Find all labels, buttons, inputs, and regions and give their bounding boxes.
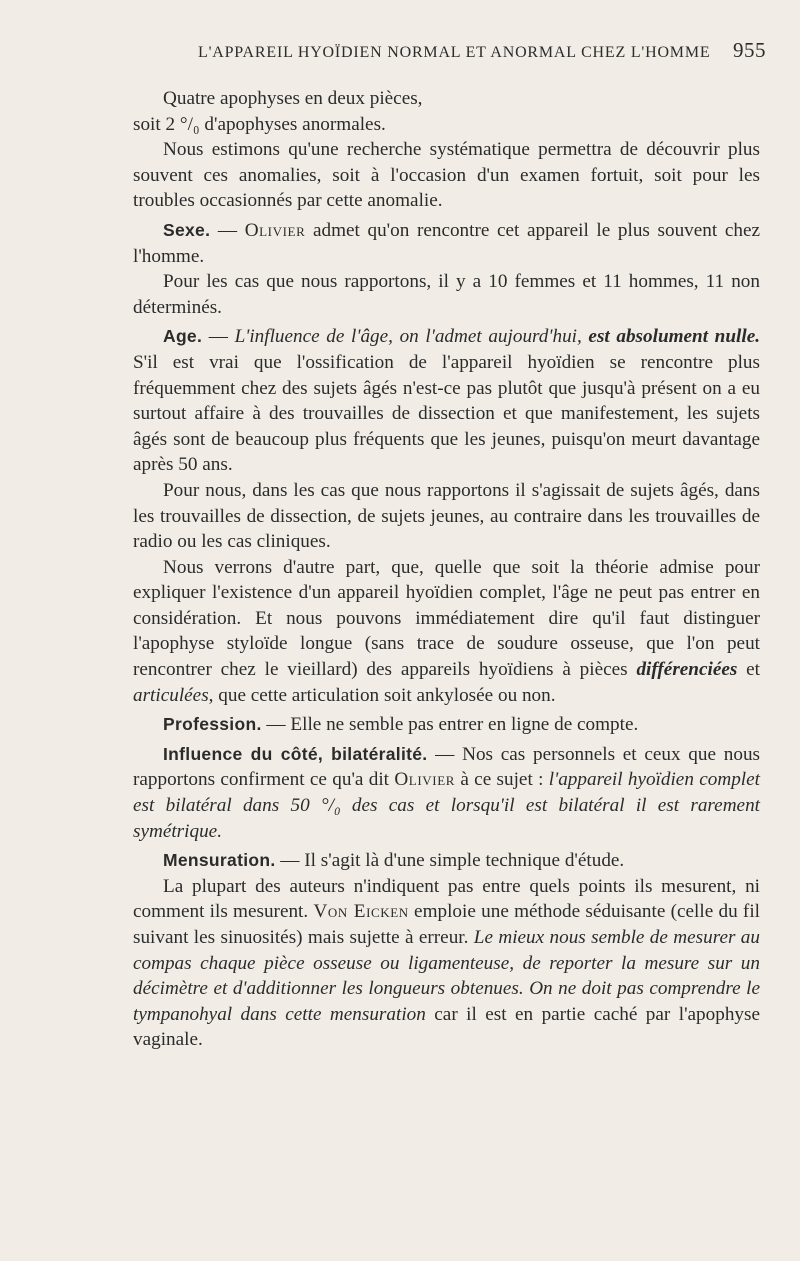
age-theory-text-3: , que cette articulation soit ankylosée ou non. xyxy=(208,684,556,706)
influence-text-2: à ce sujet : xyxy=(455,769,549,791)
dash: — xyxy=(275,850,305,872)
age-theory-text-2: et xyxy=(737,659,760,681)
influence-italic: l'appareil hyoïdien complet est bilatéral dans 50 °/₀ des cas et lorsqu'il est bilatéral il est rarement symétrique. xyxy=(133,769,760,842)
paragraph-age-theory xyxy=(133,555,760,709)
paragraph-sexe-counts: Pour les cas que nous rapportons, il y a 10 femmes et 11 hommes, 11 non déterminés. xyxy=(133,271,760,318)
heading-profession: Profession. xyxy=(163,714,262,735)
term-differenciees: différenciées xyxy=(636,659,738,681)
section-mensuration xyxy=(133,848,760,874)
paragraph-count-percent: soit 2 °/₀ d'apophyses anormales. xyxy=(133,113,386,135)
age-italic: L'influence de l'âge, on l'admet aujourd'hui, xyxy=(234,326,582,348)
author-von-eicken: Von Eicken xyxy=(313,901,409,923)
page-header xyxy=(198,38,766,63)
influence-text-1: Nos cas personnels et ceux que nous rapportons confirment ce qu'a dit xyxy=(133,743,760,791)
heading-mensuration: Mensuration. xyxy=(163,850,276,871)
heading-sexe: Sexe. xyxy=(163,219,211,240)
paragraph-mensuration-method xyxy=(133,874,760,1053)
term-articulees: articulées xyxy=(133,684,209,706)
paragraph-age-cases: Pour nous, dans les cas que nous rapportons il s'agissait de sujets âgés, dans les trouvailles de dissection, de sujets jeunes, au contraire dans les trouvailles de radio ou les cas cliniques. xyxy=(133,479,760,553)
dash: — xyxy=(427,743,463,765)
age-text: S'il est vrai que l'ossification de l'appareil hyoïdien se rencontre plus fréquemment chez des sujets âgés n'est-ce pas plutôt que jusqu'à présent on a eu surtout affaire à des trouvailles de dissection et que manifestement, les sujets âgés sont de beaucoup plus fréquents que les jeunes, puisqu'on meurt davantage après 50 ans. xyxy=(133,351,760,476)
heading-age: Age. xyxy=(163,326,203,347)
author-olivier: Olivier xyxy=(244,219,306,241)
running-title: L'APPAREIL HYOÏDIEN NORMAL ET ANORMAL CHEZ L'HOMME xyxy=(198,44,711,61)
heading-influence: Influence du côté, bilatéralité. xyxy=(163,743,428,764)
paragraph-systematic-search: Nous estimons qu'une recherche systématique permettra de découvrir plus souvent ces anomalies, soit à l'occasion d'un examen fortuit, soit pour les troubles occasionnés par cette anomalie. xyxy=(133,139,760,212)
section-influence xyxy=(133,742,760,844)
age-theory-text-1: Nous verrons d'autre part, que, quelle que soit la théorie admise pour expliquer l'existence d'un appareil hyoïdien complet, l'âge ne peut pas entrer en considération. Et nous pouvons immédiatement dire qu'il faut distinguer l'apophyse styloïde longue (sans trace de soudure osseuse, que l'on peut rencontrer chez le vieillard) des appareils hyoïdiens à pièces xyxy=(133,556,760,681)
mensuration-text-2: emploie une méthode séduisante (celle du fil suivant les sinuosités) mais sujette à erreur. xyxy=(133,901,760,948)
section-sexe xyxy=(133,218,760,269)
page-number: 955 xyxy=(733,38,766,62)
mensuration-text: Il s'agit là d'une simple technique d'étude. xyxy=(304,850,625,872)
author-olivier: Olivier xyxy=(394,769,455,791)
dash: — xyxy=(261,714,291,736)
paragraph-count-line: Quatre apophyses en deux pièces, xyxy=(163,88,423,109)
body-text xyxy=(133,86,760,1053)
profession-text: Elle ne semble pas entrer en ligne de compte. xyxy=(290,714,639,736)
dash: — xyxy=(202,326,235,348)
mensuration-text-1: La plupart des auteurs n'indiquent pas entre quels points ils mesurent, ni comment ils mesurent. xyxy=(133,875,760,923)
section-age xyxy=(133,324,760,478)
section-profession xyxy=(133,712,760,738)
dash: — xyxy=(210,219,245,241)
sexe-text: admet qu'on rencontre cet appareil le plus souvent chez l'homme. xyxy=(133,219,760,267)
age-bold-italic: est absolument nulle. xyxy=(581,326,761,348)
mensuration-italic: Le mieux nous semble de mesurer au compas chaque pièce osseuse ou ligamenteuse, de reporter la mesure sur un décimètre et d'additionner les longueurs obtenues. On ne doit pas comprendre le tympanohyal dans cette mensuration xyxy=(133,927,760,1025)
mensuration-text-3: car il est en partie caché par l'apophyse vaginale. xyxy=(133,1003,760,1051)
